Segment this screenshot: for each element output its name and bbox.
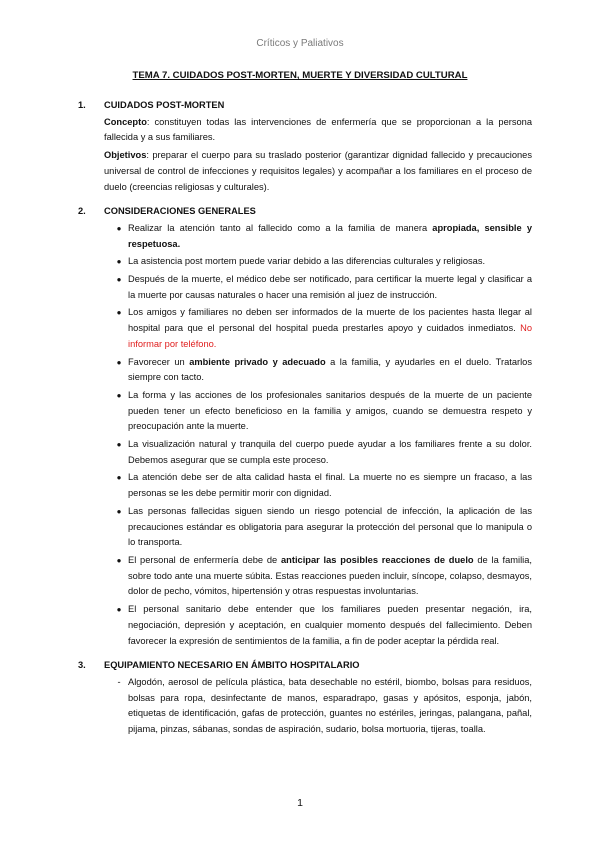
concepto-text: : constituyen todas las intervenciones de enfermería que se proporcionan a la persona fallecida y a sus familiares. xyxy=(104,116,532,143)
section-equipamiento xyxy=(78,658,532,738)
section-number: 3. xyxy=(78,660,86,671)
item-text: La visualización natural y tranquila del cuerpo puede ayudar a los familiares frente a su dolor. Debemos asegurar que se cumpla este proceso. xyxy=(128,439,532,465)
objetivos-paragraph xyxy=(104,148,532,195)
list-item xyxy=(104,388,532,435)
item-emphasis: ambiente privado y adecuado xyxy=(189,356,326,367)
section-heading xyxy=(78,98,532,114)
list-item xyxy=(104,355,532,386)
section-title: CUIDADOS POST-MORTEN xyxy=(104,100,225,110)
item-text: Los amigos y familiares no deben ser informados de la muerte de los pacientes hasta llegar al hospital para que el personal del hospital pueda prestarles apoyo y cuidados inmediatos. xyxy=(128,307,532,334)
list-item xyxy=(104,437,532,468)
section-title: EQUIPAMIENTO NECESARIO EN ÁMBITO HOSPITALARIO xyxy=(104,660,360,671)
bullet-icon: ● xyxy=(116,308,122,318)
list-item xyxy=(104,272,532,303)
bullet-icon: ● xyxy=(116,357,122,367)
section-body xyxy=(104,675,532,738)
bullet-icon: ● xyxy=(116,390,122,400)
document-title: TEMA 7. CUIDADOS POST-MORTEN, MUERTE Y DIVERSIDAD CULTURAL xyxy=(132,70,468,81)
bullet-icon: ● xyxy=(116,275,122,285)
item-text: El personal de enfermería debe de xyxy=(128,554,282,565)
item-text-tail: de la familia, sobre todo ante una muerte súbita. Estas reacciones pueden incluir, síncope, colapso, desmayos, dolor de pecho, vómitos, hipertensión y otras respuestas involuntarias. xyxy=(128,554,532,597)
item-text: Después de la muerte, el médico debe ser notificado, para certificar la muerte legal y clasificar a la muerte por causas naturales o hacer una remisión al juez de instrucción. xyxy=(128,274,532,300)
dash-bullet: - xyxy=(117,676,121,687)
objetivos-text: : preparar el cuerpo para su traslado posterior (garantizar dignidad fallecido y precauciones universal de control de infecciones y requisitos legales) y acompañar a los familiares en el proceso de duelo (creencias religiosas y culturales). xyxy=(104,150,532,192)
bullet-icon: ● xyxy=(116,605,122,615)
equipment-text: Algodón, aerosol de película plástica, bata desechable no estéril, biombo, bolsas para residuos, bolsas para ropa, desinfectante de manos, esparadrapo, gasas y apósitos, esponja, jabón, etiquetas de identificación, gafas de protección, guantes no estériles, jeringas, palangana, pañal, pijama, pinzas, sábanas, sondas de aspiración, sudario, bolsa mortuoria, tijeras, toalla. xyxy=(128,676,532,735)
considerations-list xyxy=(104,221,532,649)
bullet-icon: ● xyxy=(116,555,122,565)
section-body xyxy=(104,221,532,649)
item-text: La forma y las acciones de los profesionales sanitarios después de la muerte de un paciente pueden tener un efecto beneficioso en la familia y amigos, cuando se demuestra respeto y preocupación ante la muerte. xyxy=(128,389,532,432)
bullet-icon: ● xyxy=(116,506,122,516)
item-emphasis: anticipar las posibles reacciones de duelo xyxy=(281,554,474,565)
item-text: Favorecer un xyxy=(128,356,190,367)
objetivos-label: Objetivos xyxy=(104,150,147,161)
list-item xyxy=(104,675,532,738)
section-heading xyxy=(78,658,532,674)
list-item xyxy=(104,504,532,551)
item-text: La atención debe ser de alta calidad hasta el final. La muerte no es siempre un fracaso, a las personas se les debe permitir morir con dignidad. xyxy=(128,472,532,499)
item-text: Realizar la atención tanto al fallecido como a la familia de manera xyxy=(128,222,433,233)
section-cuidados-post-morten xyxy=(78,98,532,195)
warning-text: No informar por teléfono. xyxy=(128,323,532,349)
list-item xyxy=(104,602,532,649)
section-number: 1. xyxy=(78,100,86,110)
bullet-icon: ● xyxy=(116,223,122,233)
section-number: 2. xyxy=(78,206,86,217)
bullet-icon: ● xyxy=(116,257,122,267)
document-content xyxy=(78,98,532,740)
section-body xyxy=(104,115,532,196)
item-text-tail: a la familia, y ayudarles en el duelo. Tratarlos siempre con tacto. xyxy=(128,356,532,383)
concepto-label: Concepto xyxy=(104,116,147,127)
section-title: CONSIDERACIONES GENERALES xyxy=(104,206,256,217)
list-item xyxy=(104,553,532,600)
bullet-icon: ● xyxy=(116,473,122,483)
list-item xyxy=(104,470,532,501)
page-number: 1 xyxy=(297,797,303,809)
section-heading xyxy=(78,204,532,220)
item-text: El personal sanitario debe entender que los familiares pueden presentar negación, ira, negociación, depresión y aceptación, en cualquier momento después del fallecimiento. Deben favorecer la expresión de sentimientos de la familia, a fin de poder aceptar la pérdida real. xyxy=(128,604,532,646)
section-consideraciones-generales xyxy=(78,204,532,649)
page-header: Críticos y Paliativos xyxy=(256,38,344,49)
bullet-icon: ● xyxy=(116,440,122,450)
item-text: La asistencia post mortem puede variar debido a las diferencias culturales y religiosas. xyxy=(128,256,486,267)
item-text: Las personas fallecidas siguen siendo un riesgo potencial de infección, la aplicación de las precauciones estándar es obligatoria para asegurar la protección del personal que lo manipula o lo transporta. xyxy=(128,505,532,548)
list-item xyxy=(104,305,532,352)
list-item xyxy=(104,254,532,270)
concepto-paragraph xyxy=(104,115,532,146)
list-item xyxy=(104,221,532,252)
equipment-list xyxy=(104,675,532,738)
item-emphasis: apropiada, sensible y respetuosa. xyxy=(128,222,533,249)
